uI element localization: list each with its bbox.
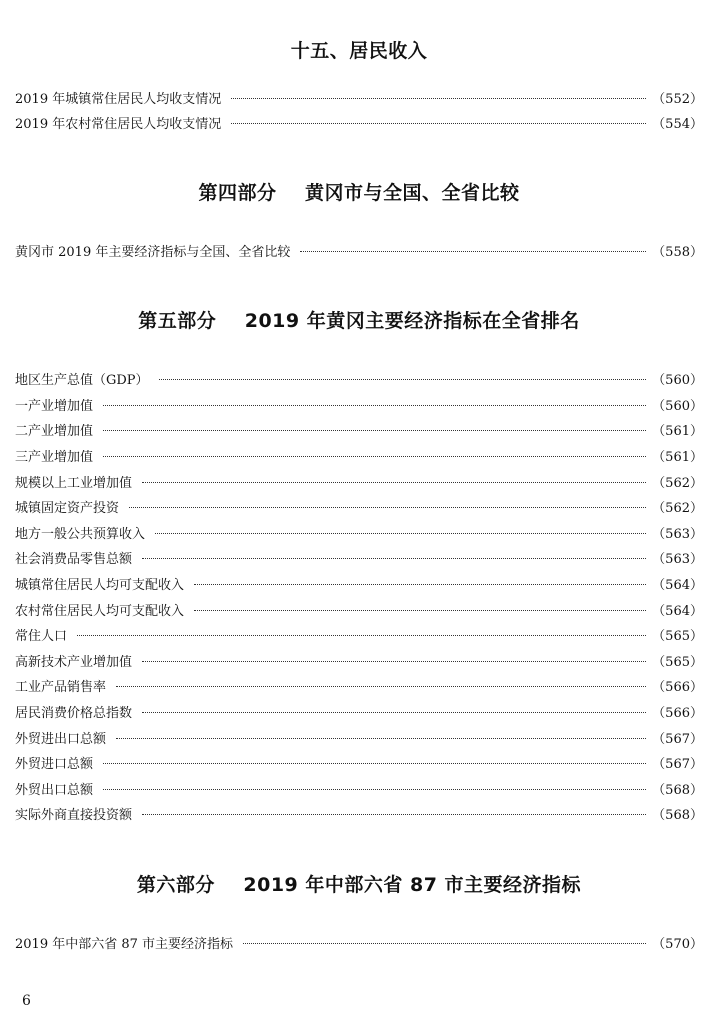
toc-entry-page: （563） [652,527,703,542]
toc-entry-page: （570） [652,937,703,952]
toc-entry-page: （568） [652,783,703,798]
toc-entry-page: （554） [652,117,703,132]
dot-leader [103,430,646,431]
dot-leader [142,712,646,713]
toc-entry-title: 三产业增加值 [15,450,94,465]
toc-entry[interactable] [15,781,703,801]
dot-leader [103,789,646,790]
toc-entry-title: 2019 年城镇常住居民人均收支情况 [15,92,222,107]
dot-leader [129,507,646,508]
dot-leader [103,456,646,457]
toc-entry-title: 工业产品销售率 [15,680,107,695]
toc-entry-title: 黄冈市 2019 年主要经济指标与全国、全省比较 [15,245,291,260]
toc-entry[interactable] [15,730,703,750]
toc-entry-page: （566） [652,680,703,695]
toc-entry[interactable] [15,422,703,442]
dot-leader [103,763,646,764]
toc-entry[interactable] [15,499,703,519]
dot-leader [142,482,646,483]
toc-entry[interactable] [15,755,703,775]
toc-entry-title: 规模以上工业增加值 [15,476,133,491]
toc-entry-title: 2019 年农村常住居民人均收支情况 [15,117,222,132]
toc-entry-title: 地区生产总值（GDP） [15,373,149,388]
toc-entry-title: 居民消费价格总指数 [15,706,133,721]
toc-entry[interactable] [15,576,703,596]
toc-entry-page: （563） [652,552,703,567]
toc-entry-page: （560） [652,399,703,414]
toc-entry[interactable] [15,371,703,391]
toc-entry[interactable] [15,806,703,826]
toc-entry[interactable] [15,243,703,263]
toc-entry-page: （564） [652,604,703,619]
toc-entry-page: （567） [652,732,703,747]
page-number: 6 [22,993,31,1009]
dot-leader [142,814,646,815]
toc-entry-title: 实际外商直接投资额 [15,808,133,823]
toc-entry-page: （568） [652,808,703,823]
toc-entry-title: 2019 年中部六省 87 市主要经济指标 [15,937,234,952]
dot-leader [194,610,646,611]
toc-entry-title: 常住人口 [15,629,68,644]
dot-leader [300,251,646,252]
toc-entry-page: （560） [652,373,703,388]
section-heading-residents-income: 十五、居民收入 [290,40,428,62]
toc-entry[interactable] [15,678,703,698]
toc-entry[interactable] [15,90,703,110]
toc-entry[interactable] [15,653,703,673]
dot-leader [231,98,646,99]
toc-entry-page: （566） [652,706,703,721]
dot-leader [116,686,646,687]
toc-entry[interactable] [15,704,703,724]
toc-entry[interactable] [15,115,703,135]
toc-entry[interactable] [15,602,703,622]
dot-leader [77,635,646,636]
toc-entry-title: 城镇固定资产投资 [15,501,120,516]
dot-leader [155,533,646,534]
toc-entry[interactable] [15,474,703,494]
toc-entry-page: （564） [652,578,703,593]
toc-entry-title: 外贸进口总额 [15,757,94,772]
toc-entry-page: （565） [652,655,703,670]
toc-entry-page: （565） [652,629,703,644]
toc-entry[interactable] [15,448,703,468]
toc-entry-page: （567） [652,757,703,772]
section-heading-part-four: 第四部分 黄冈市与全国、全省比较 [198,182,520,204]
toc-entry-page: （561） [652,424,703,439]
toc-entry-title: 地方一般公共预算收入 [15,527,146,542]
dot-leader [243,943,646,944]
toc-entry[interactable] [15,397,703,417]
toc-entry-title: 社会消费品零售总额 [15,552,133,567]
toc-entry-page: （561） [652,450,703,465]
toc-entry[interactable] [15,935,703,955]
dot-leader [142,661,646,662]
toc-entry[interactable] [15,525,703,545]
toc-entry[interactable] [15,627,703,647]
dot-leader [142,558,646,559]
toc-entry-page: （552） [652,92,703,107]
section-heading-part-six: 第六部分 2019 年中部六省 87 市主要经济指标 [136,874,582,896]
section-heading-part-five: 第五部分 2019 年黄冈主要经济指标在全省排名 [138,310,580,332]
toc-entry-page: （562） [652,476,703,491]
toc-entry-title: 二产业增加值 [15,424,94,439]
dot-leader [116,738,646,739]
toc-entry-title: 外贸出口总额 [15,783,94,798]
toc-entry-title: 外贸进出口总额 [15,732,107,747]
dot-leader [231,123,646,124]
dot-leader [103,405,646,406]
toc-entry[interactable] [15,550,703,570]
toc-entry-title: 农村常住居民人均可支配收入 [15,604,185,619]
toc-entry-page: （562） [652,501,703,516]
dot-leader [159,379,647,380]
toc-entry-title: 一产业增加值 [15,399,94,414]
toc-entry-page: （558） [652,245,703,260]
toc-entry-title: 城镇常住居民人均可支配收入 [15,578,185,593]
toc-entry-title: 高新技术产业增加值 [15,655,133,670]
dot-leader [194,584,646,585]
